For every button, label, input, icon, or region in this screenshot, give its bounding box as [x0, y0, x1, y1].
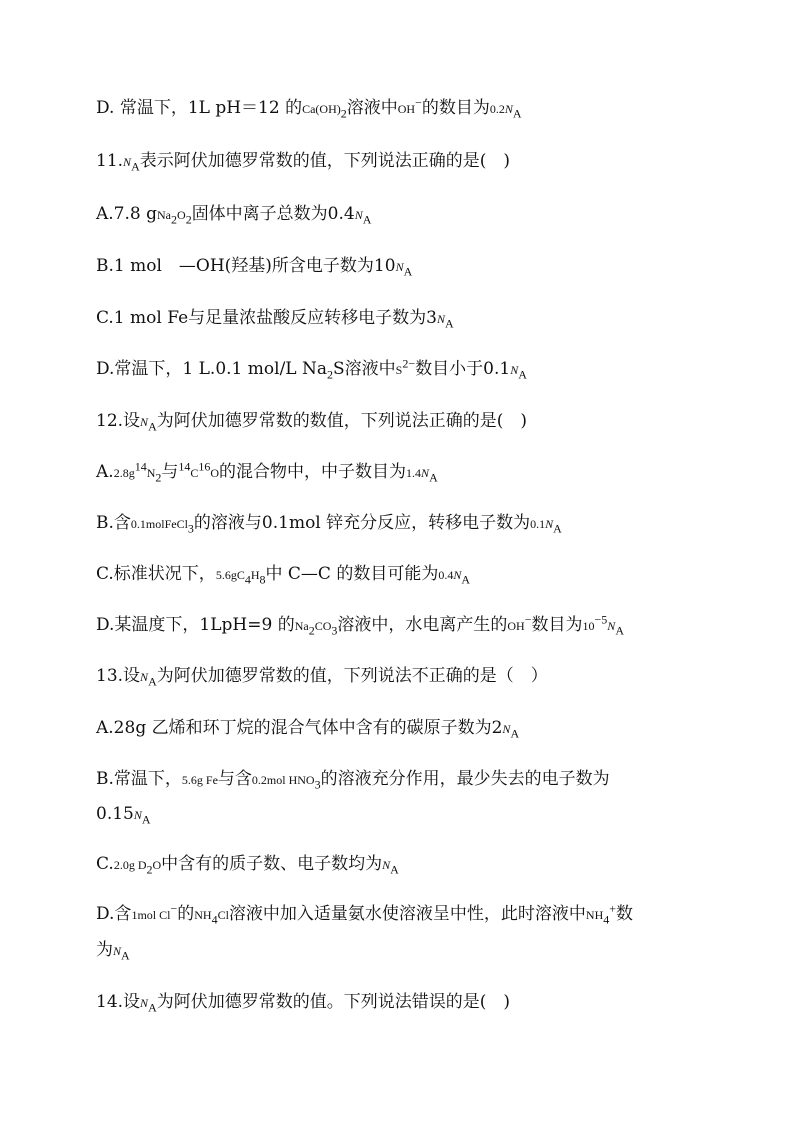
formula: 0.2mol HNO [251, 773, 315, 787]
number: 0.1 [530, 517, 546, 531]
na-symbol: N [545, 517, 554, 531]
formula: 2.0g D [113, 858, 147, 872]
formula: NH [194, 908, 212, 922]
subscript: A [518, 367, 527, 382]
text: 与含 [217, 769, 252, 789]
subscript: 2 [340, 106, 347, 121]
superscript: 14 [134, 459, 147, 474]
text: D.常温下，1 L.0.1 mol/L Na [96, 359, 328, 379]
option-c-q12 [96, 563, 470, 586]
na-symbol: N [395, 260, 404, 274]
na-symbol: N [140, 670, 149, 684]
text: 溶液中 [346, 98, 398, 118]
formula: O [152, 858, 162, 872]
formula: O [177, 208, 186, 222]
formula: C [190, 466, 199, 480]
formula: 0.1molFeCl [130, 517, 188, 531]
text: 数 [616, 904, 634, 924]
option-a-q13 [96, 717, 519, 740]
formula: 1mol Cl [131, 908, 171, 922]
text: 溶液中，水电离产生的 [337, 615, 508, 635]
subscript: A [148, 674, 157, 689]
text: S溶液中 [333, 359, 396, 379]
subscript: A [390, 862, 399, 877]
superscript: − [524, 612, 532, 627]
text: 0.15 [96, 804, 134, 824]
subscript: A [553, 521, 562, 536]
na-symbol: N [140, 415, 149, 429]
option-d-q10 [96, 97, 522, 120]
na-symbol: N [504, 102, 513, 116]
formula: Na [294, 619, 309, 633]
question-number: 11. [96, 151, 124, 171]
subscript: A [510, 726, 520, 741]
superscript: + [609, 901, 617, 916]
number: 0.2 [489, 102, 505, 116]
text: 为阿伏加德罗常数的值。下列说法错误的是( ) [156, 992, 510, 1012]
formula: H [250, 568, 260, 582]
na-symbol: N [140, 996, 149, 1010]
number: 0.4 [438, 568, 454, 582]
text: 表示阿伏加德罗常数的值，下列说法正确的是( ) [139, 151, 510, 171]
text: 溶液中加入适量氨水使溶液呈中性，此时溶液中 [228, 904, 586, 924]
question-12 [96, 410, 527, 433]
question-14 [96, 991, 510, 1014]
subscript: 3 [314, 777, 321, 792]
number: 10 [582, 619, 595, 633]
subscript: 2 [327, 367, 334, 382]
option-d-q13-cont [96, 939, 130, 962]
option-a-q11 [96, 203, 371, 226]
formula: OH [397, 102, 416, 116]
question-number: 14.设 [96, 992, 141, 1012]
question-13 [96, 665, 548, 688]
question-number: 13.设 [96, 666, 141, 686]
subscript: A [403, 264, 413, 279]
subscript: 2 [146, 862, 153, 877]
text: B.常温下， [96, 769, 182, 789]
subscript: A [615, 623, 624, 638]
na-symbol: N [133, 808, 142, 822]
subscript: A [121, 948, 130, 963]
subscript: A [461, 572, 471, 587]
na-symbol: N [607, 619, 616, 633]
text: A. [96, 462, 114, 482]
na-symbol: N [510, 363, 519, 377]
question-11 [96, 150, 510, 173]
option-a-q12 [96, 461, 438, 484]
subscript: 4 [603, 912, 610, 927]
superscript: 2− [402, 356, 416, 371]
text: C.1 mol Fe与足量浓盐酸反应转移电子数为3 [96, 308, 437, 328]
subscript: 8 [259, 572, 266, 587]
text: 的数目为 [421, 98, 490, 118]
option-b-q11 [96, 255, 412, 278]
option-b-q13-cont [96, 803, 151, 826]
text: 的混合物中，中子数目为 [219, 462, 407, 482]
subscript: 2 [171, 212, 178, 227]
option-d-q13 [96, 903, 633, 926]
superscript: − [170, 901, 178, 916]
na-symbol: N [354, 208, 363, 222]
number: 1.4 [406, 466, 422, 480]
option-c-q13 [96, 853, 399, 876]
na-symbol: N [436, 312, 445, 326]
option-d-q11 [96, 358, 527, 381]
formula: S [395, 363, 403, 377]
na-symbol: N [421, 466, 430, 480]
text: A.7.8 g [96, 204, 158, 224]
na-symbol: N [453, 568, 462, 582]
text: 数目为 [531, 615, 583, 635]
subscript: A [148, 419, 157, 434]
option-b-q13 [96, 768, 610, 791]
text: B.1 mol —OH(羟基)所含电子数为10 [96, 256, 396, 276]
text: 的溶液充分作用，最少失去的电子数为 [320, 769, 610, 789]
text: 固体中离子总数为0.4 [191, 204, 355, 224]
subscript: A [512, 106, 522, 121]
text: 数目小于0.1 [415, 359, 511, 379]
formula: Ca(OH) [302, 102, 341, 116]
text: B.含 [96, 513, 131, 533]
formula: NH [585, 908, 604, 922]
subscript: 2 [308, 623, 315, 638]
text: D. 常温下，1L pH＝12 的 [96, 98, 303, 118]
formula: N [146, 466, 156, 480]
subscript: A [429, 470, 438, 485]
subscript: 2 [155, 470, 162, 485]
option-b-q12 [96, 512, 562, 535]
text: A.28g 乙烯和环丁烷的混合气体中含有的碳原子数为2 [96, 718, 503, 738]
formula: 5.6gC [215, 568, 245, 582]
subscript: A [141, 812, 151, 827]
formula: O [210, 466, 220, 480]
formula: Na [157, 208, 172, 222]
text: C. [96, 854, 114, 874]
na-symbol: N [123, 155, 132, 169]
subscript: 4 [244, 572, 251, 587]
text: 中含有的质子数、电子数均为 [161, 854, 383, 874]
text: D.含 [96, 904, 132, 924]
option-c-q11 [96, 307, 454, 330]
subscript: 2 [185, 212, 192, 227]
superscript: −5 [594, 612, 608, 627]
subscript: 4 [211, 912, 218, 927]
superscript: − [415, 95, 422, 110]
formula: CO [314, 619, 332, 633]
subscript: A [362, 212, 372, 227]
subscript: A [444, 316, 454, 331]
subscript: A [131, 159, 140, 174]
formula: OH [507, 619, 525, 633]
text: 中 C—C 的数目可能为 [265, 564, 439, 584]
formula: 5.6g Fe [181, 773, 218, 787]
formula: 2.8g [113, 466, 135, 480]
superscript: 14 [178, 459, 191, 474]
text: 为阿伏加德罗常数的值，下列说法不正确的是（ ） [156, 666, 548, 686]
na-symbol: N [382, 858, 391, 872]
text: C.标准状况下， [96, 564, 216, 584]
subscript: 3 [187, 521, 194, 536]
formula: Cl [217, 908, 229, 922]
subscript: A [148, 1000, 157, 1015]
text: 为阿伏加德罗常数的数值，下列说法正确的是( ) [156, 411, 527, 431]
subscript: 3 [331, 623, 338, 638]
text: 的溶液与0.1mol 锌充分反应，转移电子数为 [193, 513, 531, 533]
text: D.某温度下，1LpH=9 的 [96, 615, 295, 635]
text: 为 [96, 940, 113, 960]
text: 的 [177, 904, 195, 924]
text: 与 [161, 462, 179, 482]
question-number: 12.设 [96, 411, 141, 431]
na-symbol: N [113, 944, 122, 958]
option-d-q12 [96, 614, 624, 637]
na-symbol: N [502, 722, 511, 736]
superscript: 16 [198, 459, 211, 474]
